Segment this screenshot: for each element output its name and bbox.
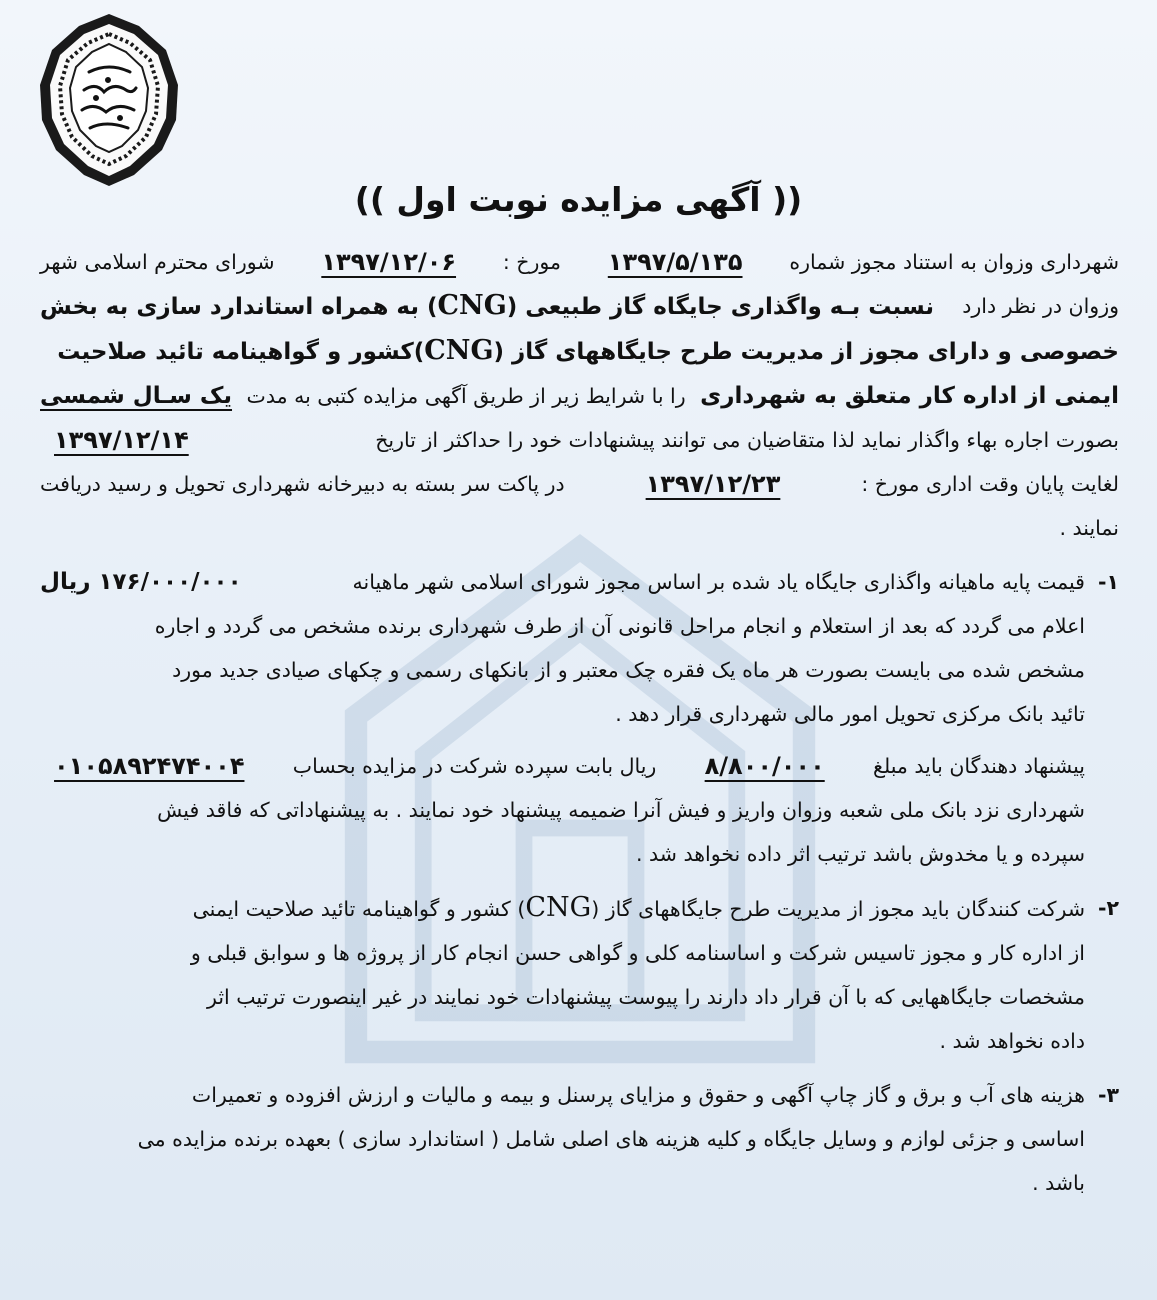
intro-text: نمایند . <box>1059 516 1119 540</box>
intro-line-3 <box>40 329 1119 374</box>
intro-bold-text: نسبت بـه واگذاری جایگاه گاز طبیعی (CNG) به همراه استاندارد سازی به بخش <box>40 290 934 321</box>
intro-text: مورخ : <box>502 250 561 274</box>
item-text: شهرداری نزد بانک ملی شعبه وزوان واریز و فیش آنرا ضمیمه پیشنهاد خود نمایند . به پیشنهاداتی که فاقد فیش <box>157 798 1085 822</box>
item-number: ۲- <box>1097 896 1119 920</box>
cng-label: CNG <box>525 892 592 923</box>
intro-text: لغایت پایان وقت اداری مورخ : <box>861 472 1119 496</box>
deposit-paragraph <box>40 744 1085 876</box>
condition-item-3 <box>40 1073 1119 1205</box>
item-text: باشد . <box>1032 1171 1085 1195</box>
cng-label: CNG <box>437 290 507 321</box>
account-number: ۰۱۰۵۸۹۲۴۷۴۰۰۴ <box>54 752 245 780</box>
item-text: اساسی و جزئی لوازم و وسایل جایگاه و کلیه هزینه های اصلی شامل ( استاندارد سازی ) بعهده برنده مزایده می <box>137 1127 1085 1151</box>
item-text: هزینه های آب و برق و گاز چاپ آگهی و حقوق و مزایای پرسنل و بیمه و مالیات و ارزش افزوده و تعمیرات <box>191 1083 1085 1107</box>
item-text: مشخص شده می بایست بصورت هر ماه یک فقره چک معتبر و از بانکهای رسمی و چکهای صیادی جدید مورد <box>172 658 1085 682</box>
intro-text: وزوان در نظر دارد <box>962 294 1119 318</box>
cng-label: CNG <box>424 335 494 366</box>
duration-text: یک سـال شمسی <box>40 383 233 409</box>
item-text: پیشنهاد دهندگان باید مبلغ <box>873 754 1085 778</box>
intro-text: در پاکت سر بسته به دبیرخانه شهرداری تحویل و رسید دریافت <box>40 472 565 496</box>
permit-date: ۱۳۹۷/۱۲/۰۶ <box>321 248 457 276</box>
item-text: از اداره کار و مجوز تاسیس شرکت و اساسنامه کلی و گواهی حسن انجام کار از پروژه ها و سوابق قبلی و <box>190 941 1085 965</box>
end-date: ۱۳۹۷/۱۲/۲۳ <box>645 470 781 498</box>
intro-text: بصورت اجاره بهاء واگذار نماید لذا متقاضیان می توانند پیشنهادات خود را حداکثر از تاریخ <box>375 428 1119 452</box>
start-date: ۱۳۹۷/۱۲/۱۴ <box>54 426 189 454</box>
item-text: قیمت پایه ماهیانه واگذاری جایگاه یاد شده بر اساس مجوز شورای اسلامی شهر ماهیانه <box>352 570 1085 594</box>
item-number: ۳- <box>1097 1083 1119 1107</box>
item-text: داده نخواهد شد . <box>939 1029 1085 1053</box>
item-text: تائید بانک مرکزی تحویل امور مالی شهرداری قرار دهد . <box>615 702 1085 726</box>
intro-text: شهرداری وزوان به استناد مجوز شماره <box>789 250 1119 274</box>
item-text: شرکت کنندگان باید مجوز از مدیریت طرح جایگاههای گاز (CNG) کشور و گواهینامه تائید صلاحیت ایمنی <box>192 892 1085 923</box>
deposit-amount: ۸/۸۰۰/۰۰۰ <box>704 752 825 780</box>
notice-body <box>40 240 1119 1205</box>
item-text: اعلام می گردد که بعد از استعلام و انجام مراحل قانونی آن از طرف شهرداری برنده مشخص می گردد و اجاره <box>154 614 1085 638</box>
item-text: مشخصات جایگاههایی که با آن قرار داد دارند را پیوست پیشنهادات خود نمایند در غیر اینصورت ترتیب اثر <box>207 985 1085 1009</box>
intro-text: شورای محترم اسلامی شهر <box>40 250 275 274</box>
item-text: ریال بابت سپرده شرکت در مزایده بحساب <box>292 754 657 778</box>
intro-line-4 <box>40 374 1119 418</box>
condition-item-1 <box>40 560 1119 876</box>
intro-line-1 <box>40 240 1119 284</box>
base-price: ۱۷۶/۰۰۰/۰۰۰ ریال <box>40 569 242 595</box>
condition-item-2 <box>40 886 1119 1063</box>
item-text: سپرده و یا مخدوش باشد ترتیب اثر داده نخواهد شد . <box>635 842 1085 866</box>
support-iranian-goods-seal-icon <box>34 10 184 190</box>
intro-line-6 <box>40 462 1119 506</box>
intro-line-2 <box>40 284 1119 329</box>
permit-number: ۱۳۹۷/۵/۱۳۵ <box>607 248 743 276</box>
notice-title: (( آگهی مزایده نوبت اول )) <box>354 180 803 219</box>
intro-text: را با شرایط زیر از طریق آگهی مزایده کتبی به مدت <box>246 384 686 408</box>
intro-bold-text: خصوصی و دارای مجوز از مدیریت طرح جایگاههای گاز (CNG)کشور و گواهینامه تائید صلاحیت <box>57 335 1119 366</box>
intro-line-7 <box>40 506 1119 550</box>
intro-bold-text: ایمنی از اداره کار متعلق به شهرداری <box>700 383 1119 409</box>
item-number: ۱- <box>1097 570 1119 594</box>
intro-line-5 <box>40 418 1119 462</box>
